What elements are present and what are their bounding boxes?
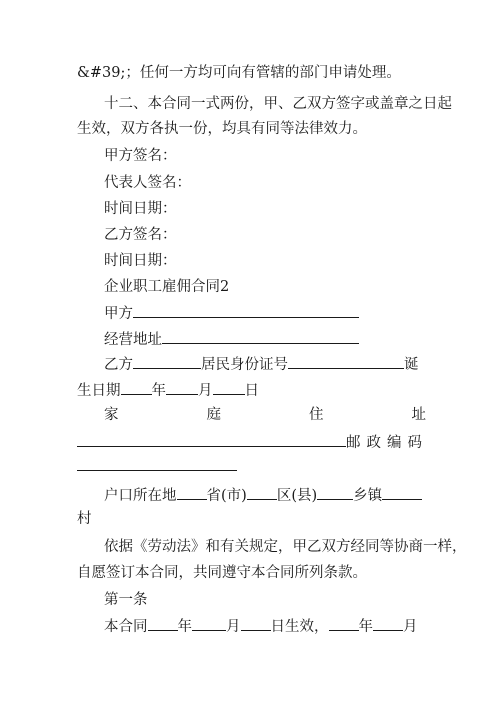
end-year-blank[interactable] (329, 615, 359, 631)
start-day-blank[interactable] (241, 615, 271, 631)
postcode-blank[interactable] (77, 455, 237, 471)
address-field (104, 328, 359, 350)
town-blank[interactable] (317, 484, 353, 500)
province-label: 省(市) (206, 488, 247, 504)
year-label: 年 (358, 619, 373, 635)
start-year-blank[interactable] (148, 615, 178, 631)
basis-line-1: 依据《劳动法》和有关规定，甲乙双方经同等协商一样， (104, 539, 467, 555)
party-b-date-label: 时间日期： (104, 253, 177, 269)
year-label: 年 (177, 619, 192, 635)
village-label: 村 (77, 511, 92, 527)
residence-field (104, 484, 422, 506)
clause-text: 十二、本合同一式两份，甲、乙双方签字或盖章之日起 (104, 96, 452, 112)
clause-12-line-1 (104, 94, 452, 114)
party-a-label: 甲方 (104, 306, 133, 322)
address-blank[interactable] (162, 328, 359, 344)
party-b-blank[interactable] (133, 353, 201, 369)
birth-day-blank[interactable] (213, 379, 245, 395)
address-label: 经营地址 (104, 332, 162, 348)
month-label: 月 (226, 619, 241, 635)
postcode-label: 邮政编码 (346, 435, 428, 451)
home-char: 家 (104, 407, 119, 423)
party-a-signature-label: 甲方签名： (104, 148, 177, 164)
effective-label: 日生效， (270, 619, 329, 635)
birth-date-field (77, 379, 259, 401)
contract-title: 企业职工雇佣合同2 (104, 279, 230, 295)
id-number-blank[interactable] (288, 353, 404, 369)
end-month-blank[interactable] (373, 615, 403, 631)
party-b-label: 乙方 (104, 357, 133, 373)
party-b-signature-label: 乙方签名： (104, 227, 177, 243)
clause-continuation (77, 63, 401, 83)
home-char: 庭 (206, 407, 221, 423)
party-b-field (104, 353, 419, 375)
home-address-blank[interactable] (77, 431, 346, 447)
year-label: 年 (151, 383, 166, 399)
residence-label: 户口所在地 (104, 488, 177, 504)
village-blank[interactable] (382, 484, 422, 500)
birth-date-label: 生日期 (77, 383, 121, 399)
clause-text: &#39;；任何一方均可向有管辖的部门申请处理。 (77, 65, 401, 81)
home-char: 住 (309, 407, 324, 423)
start-month-blank[interactable] (192, 615, 226, 631)
birth-month-blank[interactable] (166, 379, 198, 395)
town-label: 乡镇 (353, 488, 383, 504)
party-a-date-label: 时间日期： (104, 201, 177, 217)
home-address-field (77, 431, 428, 453)
home-address-label (104, 405, 426, 425)
party-a-field (104, 302, 359, 324)
article-1-heading: 第一条 (104, 592, 148, 608)
id-number-label: 居民身份证号 (201, 357, 288, 373)
contract-term-field (104, 615, 418, 637)
district-blank[interactable] (247, 484, 277, 500)
clause-12-line-2 (77, 119, 367, 139)
month-label: 月 (403, 619, 418, 635)
province-blank[interactable] (177, 484, 207, 500)
party-a-blank[interactable] (133, 302, 359, 318)
district-label: 区(县) (276, 488, 318, 504)
postcode-field (77, 455, 237, 477)
basis-line-2: 自愿签订本合同，共同遵守本合同所列条款。 (77, 565, 367, 581)
contract-term-label: 本合同 (104, 619, 148, 635)
month-label: 月 (198, 383, 213, 399)
representative-signature-label: 代表人签名： (104, 175, 191, 191)
home-char: 址 (411, 407, 426, 423)
clause-text: 生效，双方各执一份，均具有同等法律效力。 (77, 121, 367, 137)
day-label: 日 (244, 383, 259, 399)
birth-prefix: 诞 (404, 357, 419, 373)
birth-year-blank[interactable] (121, 379, 152, 395)
